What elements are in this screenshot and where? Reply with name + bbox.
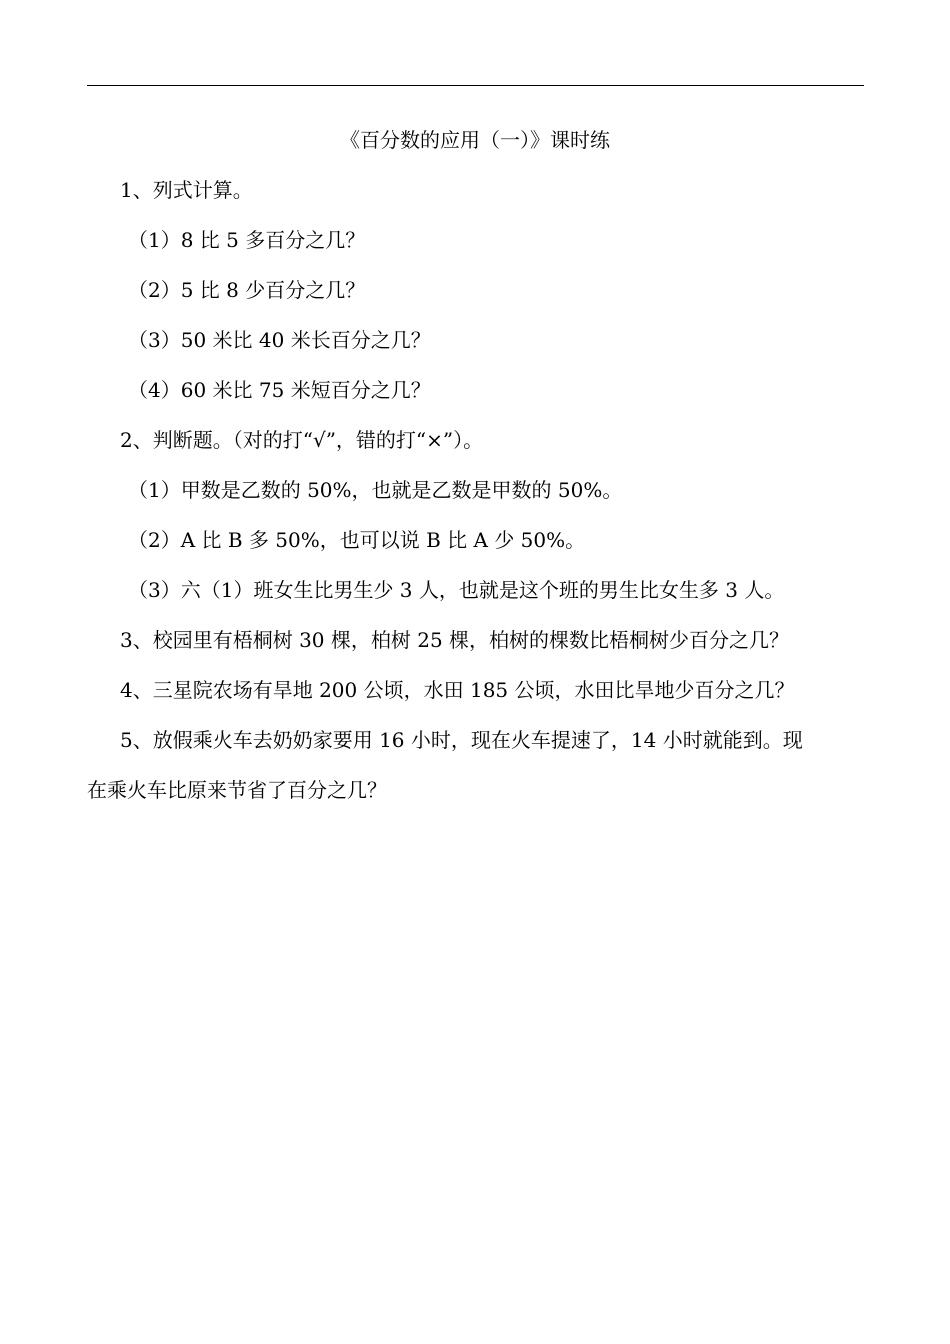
page-title: 《百分数的应用（一）》课时练: [340, 128, 610, 152]
question-1-heading: 1、列式计算。: [120, 178, 253, 202]
question-5-line-2: 在乘火车比原来节省了百分之几？: [87, 778, 387, 802]
question-1-item-4: （4）60 米比 75 米短百分之几？: [128, 378, 431, 402]
question-1-item-2: （2）5 比 8 少百分之几？: [128, 278, 366, 302]
question-2-item-3: （3）六（1）班女生比男生少 3 人，也就是这个班的男生比女生多 3 人。: [128, 578, 785, 602]
header-rule: [87, 85, 864, 86]
question-3: 3、校园里有梧桐树 30 棵，柏树 25 棵，柏树的棵数比梧桐树少百分之几？: [120, 628, 790, 652]
question-2-heading: 2、判断题。（对的打“√”，错的打“×”）。: [120, 428, 484, 452]
question-1-item-1: （1）8 比 5 多百分之几？: [128, 228, 366, 252]
question-1-item-3: （3）50 米比 40 米长百分之几？: [128, 328, 431, 352]
question-2-item-2: （2）A 比 B 多 50%，也可以说 B 比 A 少 50%。: [128, 528, 586, 552]
question-2-item-1: （1）甲数是乙数的 50%，也就是乙数是甲数的 50%。: [128, 478, 623, 502]
question-4: 4、三星院农场有旱地 200 公顷，水田 185 公顷，水田比旱地少百分之几？: [120, 678, 795, 702]
question-5-line-1: 5、放假乘火车去奶奶家要用 16 小时，现在火车提速了，14 小时就能到。现: [120, 728, 803, 752]
